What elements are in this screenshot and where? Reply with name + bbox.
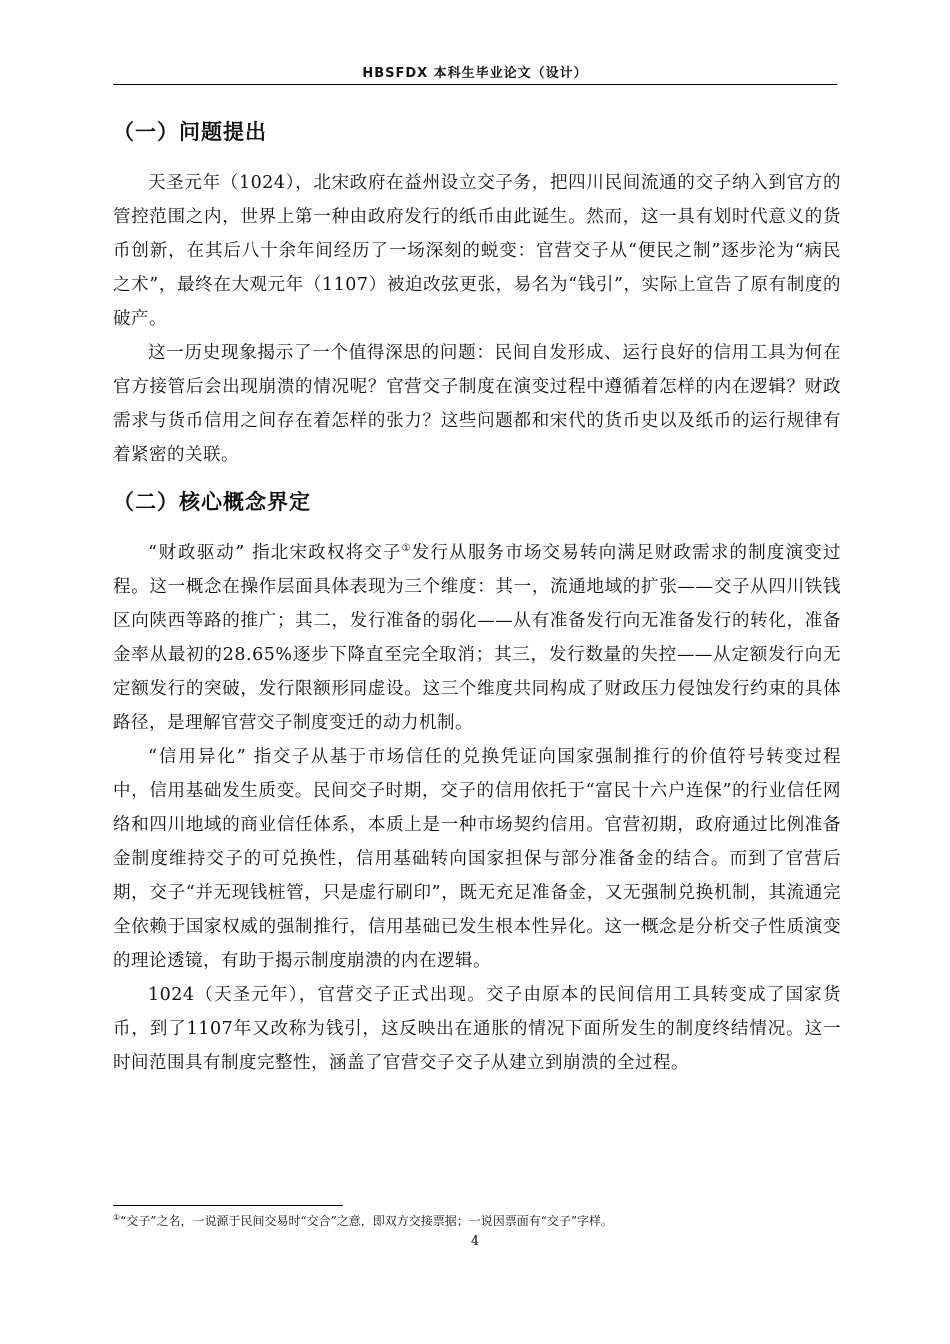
footnote-mark: ①: [113, 1213, 121, 1222]
paragraph-1: 天圣元年（1024），北宋政府在益州设立交子务，把四川民间流通的交子纳入到官方的管控范围之内，世界上第一种由政府发行的纸币由此诞生。然而，这一具有划时代意义的货币创新，在其后八十余年间经历了一场深刻的蜕变：官营交子从“便民之制”逐步沦为“病民之术”，最终在大观元年（1107）被迫改弦更张，易名为“钱引”，实际上宣告了原有制度的破产。: [113, 173, 841, 329]
page-number: 4: [470, 1234, 480, 1249]
page-header: HBSFDX 本科生毕业论文（设计）: [362, 66, 588, 81]
footnote-text: “交子”之名，一说源于民间交易时“交合”之意，即双方交接票据；一说因票面有“交子”字样。: [120, 1214, 613, 1228]
footnote-rule: [113, 1205, 343, 1206]
section-heading-1: （一）问题提出: [113, 120, 267, 144]
concept-text: 发行从服务市场交易转向满足财政需求的制度演变过程。这一概念在操作层面具体表现为三个维度：其一，流通地域的扩张——交子从四川铁钱区向陕西等路的推广；其二，发行准备的弱化——从有准备发行向无准备发行的转化，准备金率从最初的28.65%逐步下降直至完全取消；其三，发行数量的失控——从定额发行向无定额发行的突破，发行限额形同虚设。这三个维度共同构成了财政压力侵蚀发行约束的具体路径，是理解官营交子制度变迁的动力机制。: [113, 543, 841, 733]
concept-text: 指交子从基于市场信任的兑换凭证向国家强制推行的价值符号转变过程中，信用基础发生质变。民间交子时期，交子的信用依托于“富民十六户连保”的行业信任网络和四川地域的商业信任体系，本质上是一种市场契约信用。官营初期，政府通过比例准备金制度维持交子的可兑换性，信用基础转向国家担保与部分准备金的结合。而到了官营后期，交子“并无现钱桩管，只是虚行刷印”，既无充足准备金，又无强制兑换机制，其流通完全依赖于国家权威的强制推行，信用基础已发生根本性异化。这一概念是分析交子性质演变的理论透镜，有助于揭示制度崩溃的内在逻辑。: [113, 747, 841, 971]
concept-term: “信用异化”: [148, 747, 247, 767]
concept-term: “财政驱动”: [148, 543, 246, 563]
concept-text: 指北宋政权将交子: [245, 543, 402, 563]
section-heading-2: （二）核心概念界定: [113, 490, 311, 514]
paragraph-timeframe: 1024（天圣元年），官营交子正式出现。交子由原本的民间信用工具转变成了国家货币，到了1107年又改称为钱引，这反映出在通胀的情况下面所发生的制度终结情况。这一时间范围具有制度完整性，涵盖了官营交子交子从建立到崩溃的全过程。: [113, 985, 841, 1073]
footnote-reference[interactable]: ①: [401, 543, 412, 555]
concept-paragraph-fiscal: [113, 536, 841, 740]
concept-paragraph-credit: [113, 740, 841, 978]
main-content: [113, 108, 841, 1080]
footnote: [113, 1213, 837, 1229]
header-rule: [113, 84, 837, 85]
paragraph-2: 这一历史现象揭示了一个值得深思的问题：民间自发形成、运行良好的信用工具为何在官方接管后会出现崩溃的情况呢？官营交子制度在演变过程中遵循着怎样的内在逻辑？财政需求与货币信用之间存在着怎样的张力？这些问题都和宋代的货币史以及纸币的运行规律有着紧密的关联。: [113, 343, 841, 465]
